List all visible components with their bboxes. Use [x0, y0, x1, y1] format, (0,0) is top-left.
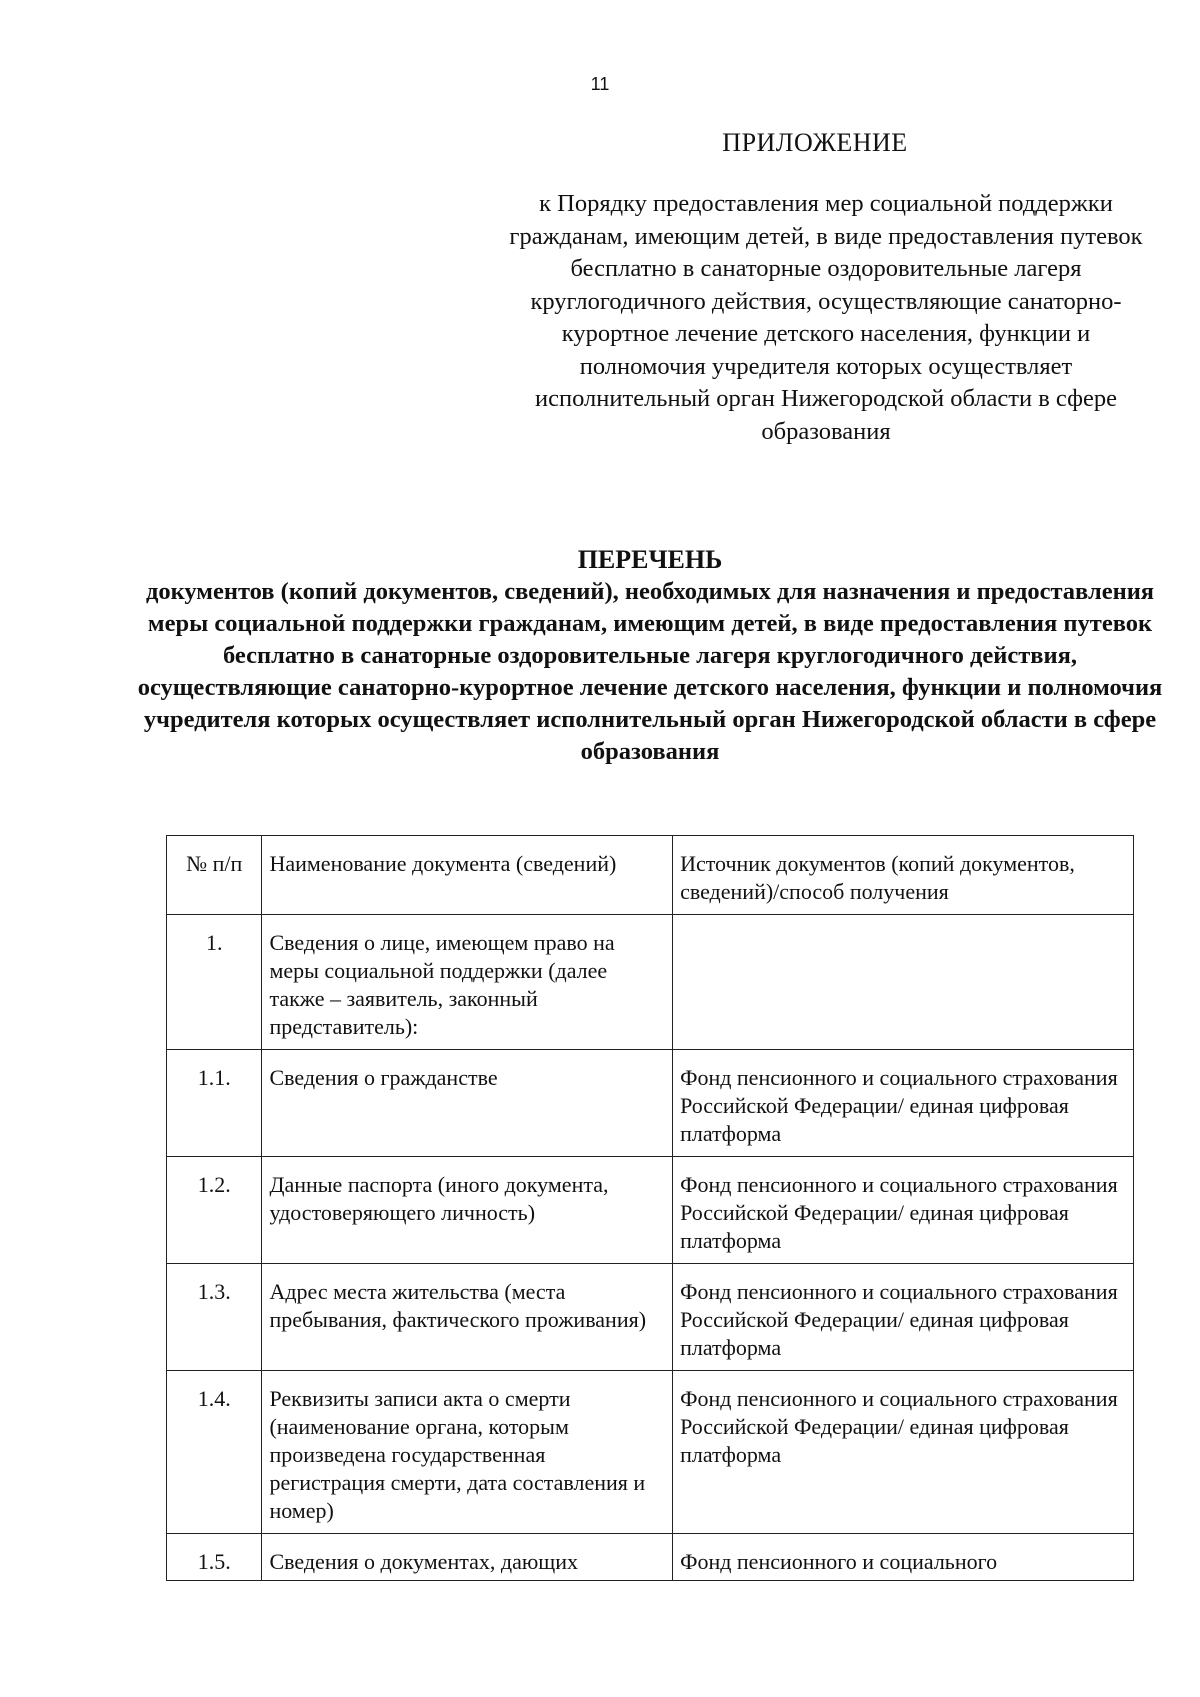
row-num: 1.: [167, 915, 262, 1050]
appendix-title: ПРИЛОЖЕНИЕ: [722, 128, 908, 157]
row-num: 1.1.: [167, 1050, 262, 1157]
row-name: Данные паспорта (иного документа, удостоверяющего личность): [262, 1157, 673, 1264]
appendix-subtitle: к Порядку предоставления мер социальной поддержки гражданам, имеющим детей, в виде предоставления путевок бесплатно в санаторные оздоровительные лагеря круглогодичного действия, осуществляющие санаторно-курортное лечение детского населения, функции и полномочия учредителя которых осуществляет исполнительный орган Нижегородской области в сфере образования: [509, 190, 1143, 445]
table-row: [167, 1050, 1134, 1157]
document-subheading: документов (копий документов, сведений), необходимых для назначения и предоставления меры социальной поддержки гражданам, имеющим детей, в виде предоставления путевок бесплатно в санаторные оздоровительные лагеря круглогодичного действия, осуществляющие санаторно-курортное лечение детского населения, функции и полномочия учредителя которых осуществляет исполнительный орган Нижегородской области в сфере образования: [137, 578, 1163, 765]
row-source: Фонд пенсионного и социального страхования Российской Федерации/ единая цифровая платформа: [673, 1157, 1134, 1264]
table-row: [167, 915, 1134, 1050]
header-name: Наименование документа (сведений): [262, 836, 673, 915]
row-source: Фонд пенсионного и социального страхования Российской Федерации/ единая цифровая платформа: [673, 1264, 1134, 1371]
row-source: Фонд пенсионного и социального страхования Российской Федерации/ единая цифровая платформа: [673, 1050, 1134, 1157]
document-heading: ПЕРЕЧЕНЬ: [577, 545, 723, 574]
table-row: [167, 1534, 1134, 1581]
row-name: Сведения о лице, имеющем право на меры социальной поддержки (далее также – заявитель, законный представитель):: [262, 915, 673, 1050]
row-source: [673, 915, 1134, 1050]
row-num: 1.3.: [167, 1264, 262, 1371]
header-num: № п/п: [167, 836, 262, 915]
table-row: [167, 1264, 1134, 1371]
row-name: Адрес места жительства (места пребывания, фактического проживания): [262, 1264, 673, 1371]
table-row: [167, 1157, 1134, 1264]
row-name: Реквизиты записи акта о смерти (наименование органа, которым произведена государственная регистрация смерти, дата составления и номер): [262, 1371, 673, 1534]
row-source: Фонд пенсионного и социального: [673, 1534, 1134, 1581]
page-number: 11: [590, 74, 610, 94]
table-row: [167, 1371, 1134, 1534]
row-num: 1.5.: [167, 1534, 262, 1581]
row-source: Фонд пенсионного и социального страхования Российской Федерации/ единая цифровая платформа: [673, 1371, 1134, 1534]
row-num: 1.4.: [167, 1371, 262, 1534]
table-header-row: [167, 836, 1134, 915]
header-source: Источник документов (копий документов, сведений)/способ получения: [673, 836, 1134, 915]
documents-table: [166, 835, 1134, 1581]
row-name: Сведения о гражданстве: [262, 1050, 673, 1157]
row-num: 1.2.: [167, 1157, 262, 1264]
row-name: Сведения о документах, дающих: [262, 1534, 673, 1581]
